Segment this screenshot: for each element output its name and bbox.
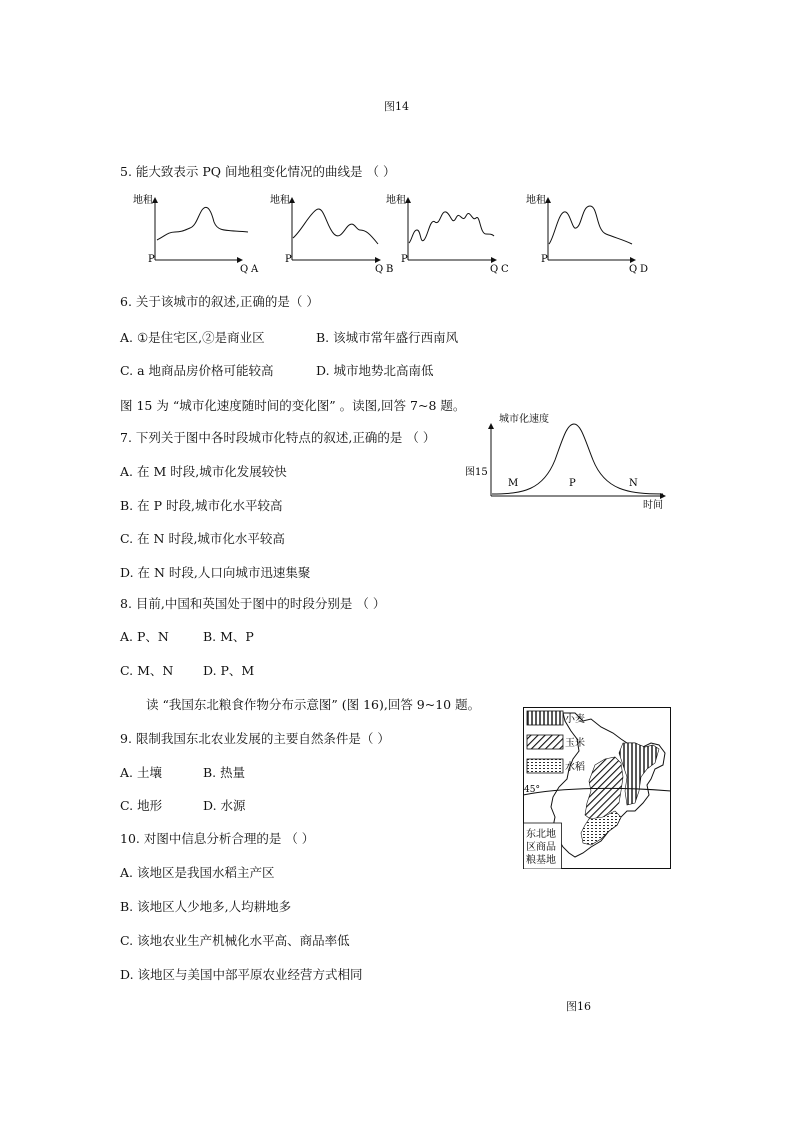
chart-a-ylabel: 地租 bbox=[133, 195, 153, 206]
fig15-xlabel: 时间 bbox=[643, 500, 663, 511]
legend-corn-label: 玉米 bbox=[565, 738, 585, 749]
fig16-box-line-2: 区商品 bbox=[526, 842, 556, 853]
q8-option-b: B. M、P bbox=[203, 629, 254, 644]
q10-option-b: B. 该地区人少地多,人均耕地多 bbox=[120, 899, 292, 914]
chart-b-letter: B bbox=[386, 264, 394, 275]
q7-option-d: D. 在 N 时段,人口向城市迅速集聚 bbox=[120, 565, 311, 580]
fig14-caption: 图14 bbox=[384, 100, 409, 113]
fig16-lat-label: 45° bbox=[524, 785, 540, 795]
legend-wheat-label: 小麦 bbox=[565, 714, 585, 725]
q5-charts bbox=[130, 188, 670, 278]
chart-b-ylabel: 地租 bbox=[270, 195, 290, 206]
fig16-map bbox=[523, 707, 671, 869]
q9-stem: 9. 限制我国东北农业发展的主要自然条件是（ ） bbox=[120, 731, 390, 746]
q9-option-c: C. 地形 bbox=[120, 798, 163, 813]
chart-c bbox=[386, 193, 509, 275]
legend-corn-swatch bbox=[527, 735, 563, 749]
chart-c-ylabel: 地租 bbox=[386, 195, 406, 206]
chart-d bbox=[526, 193, 648, 275]
fig15-label-m: M bbox=[508, 478, 519, 489]
q10-stem: 10. 对图中信息分析合理的是 （ ） bbox=[120, 831, 315, 846]
q6-stem: 6. 关于该城市的叙述,正确的是（ ） bbox=[120, 294, 319, 309]
fig15-label-n: N bbox=[629, 478, 638, 489]
fig16-intro: 读 “我国东北粮食作物分布示意图” (图 16),回答 9~10 题。 bbox=[146, 697, 481, 712]
fig16-caption: 图16 bbox=[566, 1000, 591, 1013]
q10-option-a: A. 该地区是我国水稻主产区 bbox=[120, 865, 275, 880]
q6-option-b: B. 该城市常年盛行西南风 bbox=[316, 330, 459, 345]
chart-d-q: Q bbox=[629, 264, 638, 275]
q6-option-a: A. ①是住宅区,②是商业区 bbox=[120, 330, 265, 345]
q8-stem: 8. 目前,中国和英国处于图中的时段分别是 （ ） bbox=[120, 596, 386, 611]
q8-option-d: D. P、M bbox=[203, 663, 255, 678]
fig16-box-line-3: 粮基地 bbox=[526, 855, 556, 866]
q8-option-a: A. P、N bbox=[120, 629, 169, 644]
chart-a-q: Q bbox=[240, 264, 249, 275]
chart-a bbox=[133, 193, 259, 275]
fig15-ylabel: 城市化速度 bbox=[499, 414, 549, 425]
q7-option-c: C. 在 N 时段,城市化水平较高 bbox=[120, 531, 285, 546]
q10-option-c: C. 该地农业生产机械化水平高、商品率低 bbox=[120, 933, 350, 948]
chart-c-p: P bbox=[401, 254, 408, 265]
legend-wheat-swatch bbox=[527, 711, 563, 725]
chart-b-q: Q bbox=[375, 264, 384, 275]
q7-option-a: A. 在 M 时段,城市化发展较快 bbox=[120, 464, 287, 479]
q7-option-b: B. 在 P 时段,城市化水平较高 bbox=[120, 498, 283, 513]
chart-d-ylabel: 地租 bbox=[526, 195, 546, 206]
chart-c-letter: C bbox=[501, 264, 509, 275]
chart-a-letter: A bbox=[251, 264, 259, 275]
chart-b-p: P bbox=[285, 254, 292, 265]
q6-option-c: C. a 地商品房价格可能较高 bbox=[120, 363, 274, 378]
legend-rice-swatch bbox=[527, 759, 563, 773]
fig16-legend bbox=[527, 711, 585, 773]
q7-stem: 7. 下列关于图中各时段城市化特点的叙述,正确的是 （ ） bbox=[120, 430, 436, 445]
chart-d-p: P bbox=[541, 254, 548, 265]
q9-option-d: D. 水源 bbox=[203, 798, 246, 813]
chart-b bbox=[270, 193, 393, 275]
fig16-box-line-1: 东北地 bbox=[526, 829, 556, 840]
fig15-chart bbox=[463, 410, 673, 515]
fig15-intro: 图 15 为 “城市化速度随时间的变化图” 。读图,回答 7~8 题。 bbox=[120, 398, 466, 413]
q8-option-c: C. M、N bbox=[120, 663, 174, 678]
chart-a-p: P bbox=[148, 254, 155, 265]
chart-d-letter: D bbox=[640, 264, 649, 275]
q10-option-d: D. 该地区与美国中部平原农业经营方式相同 bbox=[120, 967, 363, 982]
q9-option-a: A. 土壤 bbox=[120, 765, 162, 780]
q6-option-d: D. 城市地势北高南低 bbox=[316, 363, 434, 378]
fig15-label-p: P bbox=[569, 478, 576, 489]
chart-c-q: Q bbox=[490, 264, 499, 275]
q9-option-b: B. 热量 bbox=[203, 765, 246, 780]
legend-rice-label: 水稻 bbox=[565, 762, 585, 773]
q5-stem: 5. 能大致表示 PQ 间地租变化情况的曲线是 （ ） bbox=[120, 164, 396, 179]
fig15-caption: 图15 bbox=[465, 467, 488, 478]
